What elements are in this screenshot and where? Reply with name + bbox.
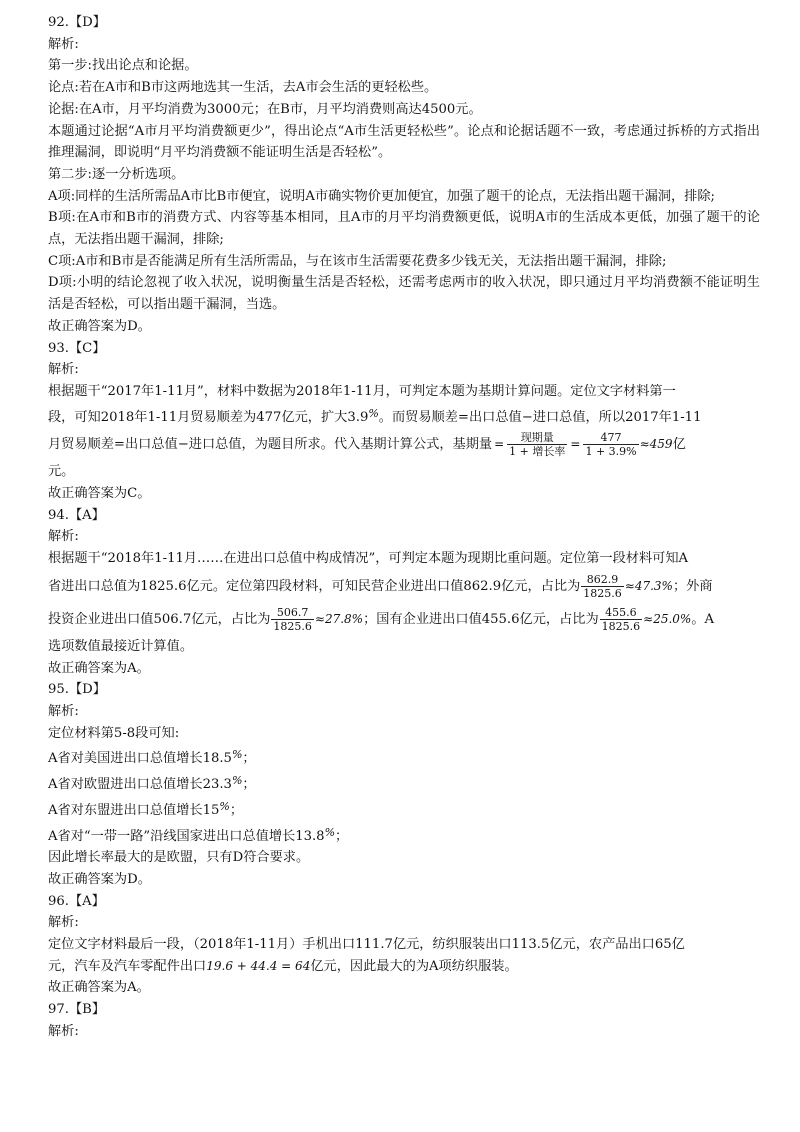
- q93-approx-result: ≈459: [639, 437, 673, 452]
- fraction-numerator: 477: [583, 431, 638, 445]
- q95-usa-growth: [48, 744, 760, 770]
- q95-belt-road-growth: [48, 822, 760, 848]
- q96-sum-formula: 19.6 + 44.4 = 64: [206, 958, 311, 973]
- q94-fraction-foreign: [271, 606, 314, 633]
- q92-evidence: 论据:在A市，月平均消费为3000元；在B市，月平均消费则高达4500元。: [48, 101, 482, 117]
- q93-line4: 元。: [48, 464, 75, 480]
- q94-result-state: ≈25.0%: [643, 611, 692, 626]
- q94-line1: 根据题干“2018年1-11月……在进出口总值中构成情况”，可判定本题为现期比重问题。定位第一段材料可知A: [48, 551, 689, 567]
- q95-eu-growth: [48, 770, 760, 796]
- q92-step1: 第一步:找出论点和论据。: [48, 58, 198, 74]
- q93-line3-text-b: 亿: [672, 437, 686, 453]
- fraction-denominator: 1 + 3.9%: [585, 445, 637, 459]
- q92-option-a: A项:同样的生活所需品A市比B市便宜，说明A市确实物价更加便宜，加强了题干的论点，无法指出题干漏洞，排除;: [48, 188, 715, 204]
- q93-line2-text-a: 段，可知2018年1-11月贸易顺差为477亿元，扩大3.9: [48, 409, 369, 425]
- percent-sign: %: [231, 748, 243, 762]
- q93-heading: 93.【C】: [48, 340, 106, 356]
- q94-analysis-label: 解析:: [48, 529, 79, 545]
- fraction-denominator: 1 + 增长率: [509, 445, 566, 459]
- q94-line2: [48, 570, 760, 603]
- q96-line2-text-b: 亿元，因此最大的为A项纺织服装。: [310, 958, 518, 974]
- q95-eu-text: A省对欧盟进出口总值增长23.3: [48, 777, 232, 793]
- equals-sign: =: [494, 437, 505, 452]
- semicolon: ；: [229, 802, 244, 818]
- q94-fraction-private: [581, 573, 624, 600]
- fraction-denominator: 1825.6: [273, 619, 312, 633]
- fraction-numerator: 862.9: [581, 573, 624, 587]
- q93-formula-fraction: [507, 431, 567, 458]
- q93-line2-text-b: 。而贸易顺差=出口总值−进口总值，所以2017年1-11: [378, 409, 702, 425]
- q94-line4: 选项数值最接近计算值。: [48, 638, 194, 654]
- q95-asean-growth: [48, 796, 760, 822]
- q94-fraction-state: [600, 606, 643, 633]
- q93-answer: 故正确答案为C。: [48, 486, 151, 502]
- q93-line1: 根据题干“2017年1-11月”，材料中数据为2018年1-11月，可判定本题为基期计算问题。定位文字材料第一: [48, 383, 676, 399]
- q97-analysis-label: 解析:: [48, 1023, 79, 1039]
- q97-heading: 97.【B】: [48, 1002, 106, 1018]
- percent-sign: %: [219, 799, 230, 813]
- percent-sign: %: [324, 825, 336, 839]
- semicolon: ；: [242, 751, 256, 767]
- answer-explanations-page: [48, 12, 760, 1043]
- q92-paragraph: 本题通过论据“A市月平均消费额更少”，得出论点“A市生活更轻松些”。论点和论据话题不一致，考虑通过拆桥的方式指出推理漏洞，即说明“月平均消费额不能证明生活是否轻松”。: [48, 123, 760, 161]
- q96-answer: 故正确答案为A。: [48, 980, 150, 996]
- q92-answer: 故正确答案为D。: [48, 318, 151, 334]
- q96-heading: 96.【A】: [48, 893, 105, 909]
- q94-line3: [48, 603, 760, 636]
- q94-line3-text-c: 。A: [691, 611, 715, 627]
- q96-analysis-label: 解析:: [48, 915, 79, 931]
- fraction-denominator: 1825.6: [601, 619, 641, 633]
- percent-sign: %: [231, 774, 243, 788]
- q93-line3-text-a: 月贸易顺差=出口总值−进口总值，为题目所求。代入基期计算公式，基期量: [48, 437, 493, 453]
- q94-result-private: ≈47.3%: [624, 578, 673, 593]
- fraction-numerator: 现期量: [507, 431, 567, 445]
- q92-option-d: D项:小明的结论忽视了收入状况，说明衡量生活是否轻松，还需考虑两市的收入状况，即只通过月平均消费额不能证明生活是否轻松，可以指出题干漏洞，当选。: [48, 275, 760, 313]
- fraction-numerator: 455.6: [600, 606, 643, 620]
- semicolon: ；: [242, 777, 256, 793]
- q92-argument: 论点:若在A市和B市这两地选其一生活，去A市会生活的更轻松些。: [48, 80, 438, 96]
- q94-line2-text-a: 省进出口总值为1825.6亿元。定位第四段材料，可知民营企业进出口值862.9亿元，占比为: [48, 578, 581, 594]
- q94-line3-text-b: ；国有企业进出口值455.6亿元，占比为: [363, 611, 599, 627]
- q93-analysis-label: 解析:: [48, 362, 79, 378]
- q95-asean-text: A省对东盟进出口总值增长15: [48, 802, 220, 818]
- fraction-numerator: 506.7: [271, 606, 314, 620]
- q93-value-fraction: [583, 431, 638, 458]
- q93-line3: [48, 428, 760, 461]
- percent-sign: %: [368, 406, 379, 420]
- q94-result-foreign: ≈27.8%: [314, 611, 364, 626]
- q95-answer: 故正确答案为D。: [48, 871, 151, 887]
- q96-line2-text-a: 元，汽车及汽车零配件出口: [48, 958, 207, 974]
- q95-heading: 95.【D】: [48, 682, 106, 698]
- q92-heading: 92.【D】: [48, 15, 106, 30]
- equals-sign: =: [570, 437, 581, 452]
- q95-analysis-label: 解析:: [48, 703, 79, 719]
- q92-option-b: B项:在A市和B市的消费方式、内容等基本相同，且A市的月平均消费额更低，说明A市的生活成本更低，加强了题干的论点，无法指出题干漏洞，排除;: [48, 210, 760, 248]
- q92-step2: 第二步:逐一分析选项。: [48, 166, 185, 182]
- q94-line2-text-b: ；外商: [672, 578, 713, 594]
- q96-line1: 定位文字材料最后一段，（2018年1-11月）手机出口111.7亿元，纺织服装出口113.5亿元，农产品出口65亿: [48, 937, 685, 953]
- q92-analysis-label: 解析:: [48, 36, 79, 52]
- q94-answer: 故正确答案为A。: [48, 660, 150, 676]
- q95-belt-road-text: A省对“一带一路”沿线国家进出口总值增长13.8: [48, 828, 325, 844]
- q95-line1: 定位材料第5-8段可知:: [48, 725, 180, 741]
- q95-usa-text: A省对美国进出口总值增长18.5: [48, 751, 232, 767]
- q94-heading: 94.【A】: [48, 507, 105, 523]
- q95-conclusion: 因此增长率最大的是欧盟，只有D符合要求。: [48, 850, 310, 866]
- fraction-denominator: 1825.6: [583, 586, 622, 600]
- q92-option-c: C项:A市和B市是否能满足所有生活所需品，与在该市生活需要花费多少钱无关，无法指出题干漏洞，排除;: [48, 253, 667, 269]
- q96-line2: [48, 956, 760, 978]
- q93-line2: [48, 403, 760, 429]
- semicolon: ；: [335, 828, 349, 844]
- q94-line3-text-a: 投资企业进出口值506.7亿元，占比为: [48, 611, 271, 627]
